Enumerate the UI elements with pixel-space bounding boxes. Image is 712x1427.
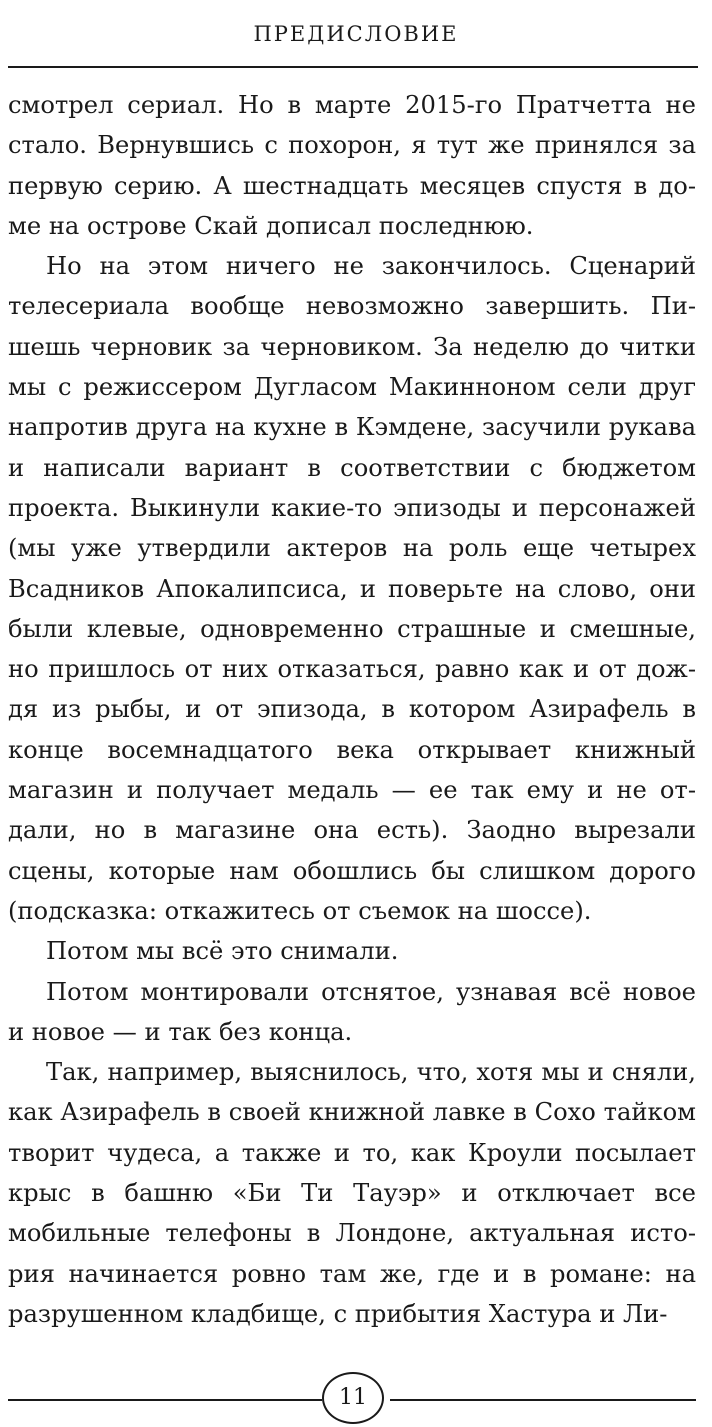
running-head: ПРЕДИСЛОВИЕ [253,22,459,46]
footer-rule-right [390,1399,696,1401]
paragraph-2: Но на этом ничего не закончилось. Сценарий телесериала вообще невозможно завершить. Пишешь черновик за черновиком. За неделю до читки мы с режиссером Дугласом Макинноном сели друг напротив друга на кухне в Кэмдене, засучили рукава и написали вариант в соответствии с бюджетом проекта. Выкинули какие-то эпизоды и персонажей (мы уже утвердили актеров на роль еще четырех Всадников Апокалипсиса, и поверьте на слово, они были клевые, одновременно страшные и смешные, но пришлось от них отказаться, равно как и от дождя из рыбы, и от эпизода, в котором Азирафель в конце восемнадцатого века открывает книжный магазин и получает медаль — ее так ему и не отдали, но в магазине она есть). Заодно вырезали сцены, которые нам обошлись бы слишком дорого (подсказка: откажитесь от съемок на шоссе). [8,252,696,925]
paragraph-5: Так, например, выяснилось, что, хотя мы и сняли, как Азирафель в своей книжной лавке в Сохо тайком творит чудеса, а также и то, как Кроули посылает крыс в башню «Би Ти Тауэр» и отключает все мобильные телефоны в Лондоне, актуальная история начинается ровно там же, где и в романе: на разрушенном кладбище, с прибытия Хастура и Ли- [8,1058,696,1328]
footer-rule-left [8,1399,322,1401]
header-rule [8,66,698,68]
paragraph-4: Потом монтировали отснятое, узнавая всё новое и новое — и так без конца. [8,977,696,1046]
body-text [8,85,696,1334]
paragraph-1: смотрел сериал. Но в марте 2015-го Пратчетта не стало. Вернувшись с похорон, я тут же принялся за первую серию. А шестнадцать месяцев спустя в доме на острове Скай дописал последнюю. [8,91,696,240]
paragraph-3: Потом мы всё это снимали. [46,937,399,966]
folio [0,1370,712,1426]
page-number: 11 [322,1372,384,1424]
